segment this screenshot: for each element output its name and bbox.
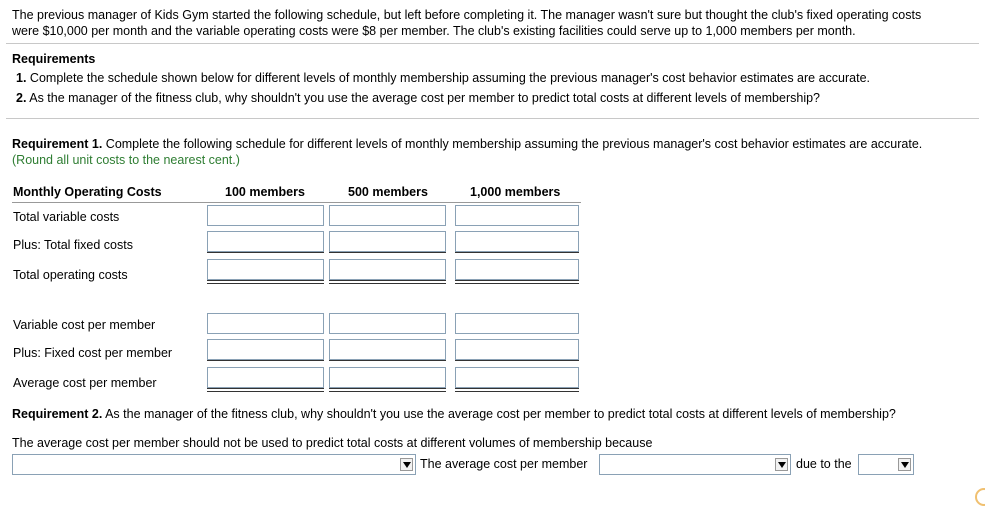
subtotal-rule bbox=[455, 252, 579, 253]
requirement-2-instruction bbox=[12, 407, 896, 421]
requirement-1-label: Requirement 1. bbox=[12, 137, 103, 151]
subtotal-rule bbox=[207, 252, 324, 253]
requirement-text: As the manager of the fitness club, why shouldn't you use the average cost per member to predict total costs at different levels of membership? bbox=[29, 91, 820, 105]
requirement-item-2 bbox=[16, 91, 820, 105]
requirements-title: Requirements bbox=[12, 52, 96, 66]
answer-mid-text: The average cost per member bbox=[420, 457, 588, 471]
average-cost-per-member-500-input[interactable] bbox=[329, 367, 446, 388]
total-operating-costs-100-input[interactable] bbox=[207, 259, 324, 280]
subtotal-rule bbox=[455, 360, 579, 361]
total-operating-costs-1000-input[interactable] bbox=[455, 259, 579, 280]
total-double-rule bbox=[329, 280, 446, 284]
column-header-500: 500 members bbox=[348, 185, 428, 199]
total-fixed-costs-100-input[interactable] bbox=[207, 231, 324, 252]
row-label-average-cost-per-member: Average cost per member bbox=[13, 376, 157, 390]
divider bbox=[6, 43, 979, 44]
total-fixed-costs-1000-input[interactable] bbox=[455, 231, 579, 252]
column-header-100: 100 members bbox=[225, 185, 305, 199]
chevron-down-icon[interactable] bbox=[775, 458, 788, 471]
header-separator bbox=[12, 202, 581, 203]
help-icon[interactable] bbox=[975, 488, 985, 506]
subtotal-rule bbox=[329, 252, 446, 253]
row-label-variable-cost-per-member: Variable cost per member bbox=[13, 318, 156, 332]
variable-cost-per-member-1000-input[interactable] bbox=[455, 313, 579, 334]
column-header-1000: 1,000 members bbox=[470, 185, 561, 199]
average-cost-per-member-1000-input[interactable] bbox=[455, 367, 579, 388]
total-variable-costs-100-input[interactable] bbox=[207, 205, 324, 226]
variable-cost-per-member-100-input[interactable] bbox=[207, 313, 324, 334]
reason-dropdown-2[interactable] bbox=[599, 454, 791, 475]
row-label-total-operating-costs: Total operating costs bbox=[13, 268, 128, 282]
intro-line-1: The previous manager of Kids Gym started the following schedule, but left before completing it. The manager wasn't sure but thought the club's fixed operating costs bbox=[12, 8, 922, 22]
intro-line-2: were $10,000 per month and the variable operating costs were $8 per member. The club's existing facilities could serve up to 1,000 members per month. bbox=[12, 24, 856, 38]
total-double-rule bbox=[207, 388, 324, 392]
requirement-item-1 bbox=[16, 71, 870, 85]
requirement-number: 1. bbox=[16, 71, 27, 85]
requirement-1-instruction bbox=[12, 137, 922, 151]
total-variable-costs-1000-input[interactable] bbox=[455, 205, 579, 226]
total-double-rule bbox=[455, 280, 579, 284]
total-fixed-costs-500-input[interactable] bbox=[329, 231, 446, 252]
reason-dropdown-1[interactable] bbox=[12, 454, 416, 475]
chevron-down-icon[interactable] bbox=[898, 458, 911, 471]
fixed-cost-per-member-500-input[interactable] bbox=[329, 339, 446, 360]
subtotal-rule bbox=[329, 360, 446, 361]
requirement-number: 2. bbox=[16, 91, 27, 105]
subtotal-rule bbox=[207, 360, 324, 361]
total-variable-costs-500-input[interactable] bbox=[329, 205, 446, 226]
reason-dropdown-3[interactable] bbox=[858, 454, 914, 475]
requirement-1-text: Complete the following schedule for different levels of monthly membership assuming the previous manager's cost behavior estimates are accurate. bbox=[102, 137, 923, 151]
answer-end-text: due to the bbox=[796, 457, 852, 471]
total-double-rule bbox=[329, 388, 446, 392]
requirement-2-label: Requirement 2. bbox=[12, 407, 103, 421]
total-double-rule bbox=[455, 388, 579, 392]
total-double-rule bbox=[207, 280, 324, 284]
answer-sentence: The average cost per member should not be used to predict total costs at different volumes of membership because bbox=[12, 436, 653, 450]
fixed-cost-per-member-1000-input[interactable] bbox=[455, 339, 579, 360]
fixed-cost-per-member-100-input[interactable] bbox=[207, 339, 324, 360]
requirement-2-text: As the manager of the fitness club, why shouldn't you use the average cost per member to predict total costs at different levels of membership? bbox=[102, 407, 896, 421]
variable-cost-per-member-500-input[interactable] bbox=[329, 313, 446, 334]
schedule-header: Monthly Operating Costs bbox=[13, 185, 162, 199]
rounding-note: (Round all unit costs to the nearest cent.) bbox=[12, 153, 240, 167]
row-label-total-variable-costs: Total variable costs bbox=[13, 210, 120, 224]
chevron-down-icon[interactable] bbox=[400, 458, 413, 471]
problem-intro bbox=[12, 7, 921, 39]
requirement-text: Complete the schedule shown below for different levels of monthly membership assuming the previous manager's cost behavior estimates are accurate. bbox=[29, 71, 871, 85]
divider bbox=[6, 118, 979, 119]
row-label-fixed-cost-per-member: Plus: Fixed cost per member bbox=[13, 346, 173, 360]
average-cost-per-member-100-input[interactable] bbox=[207, 367, 324, 388]
row-label-total-fixed-costs: Plus: Total fixed costs bbox=[13, 238, 133, 252]
total-operating-costs-500-input[interactable] bbox=[329, 259, 446, 280]
